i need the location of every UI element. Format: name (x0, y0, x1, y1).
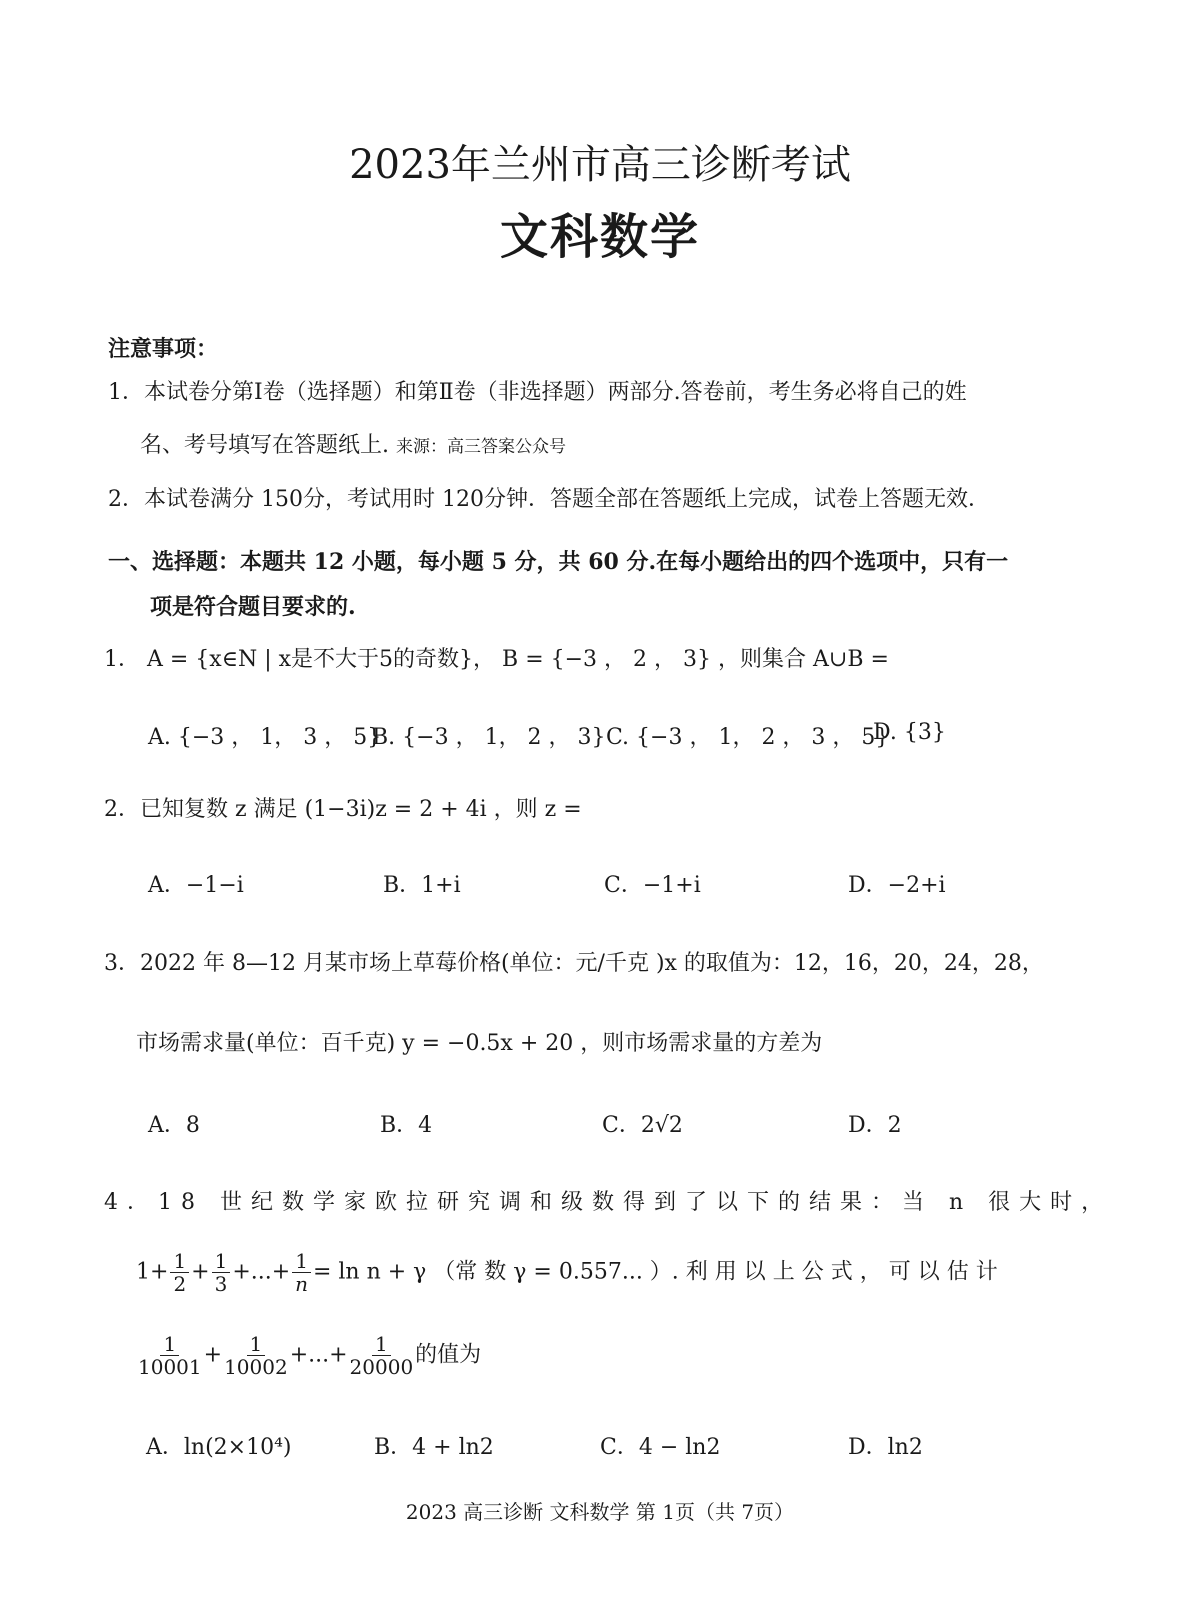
numerator: 1 (160, 1333, 179, 1356)
q3-option-a: A．8 (148, 1113, 200, 1138)
notice-item-2: 2．本试卷满分 150分，考试用时 120分钟．答题全部在答题纸上完成，试卷上答题无效． (108, 487, 990, 512)
formula-text: +...+ (289, 1342, 348, 1368)
section-heading-cont: 项是符合题目要求的. (150, 594, 356, 620)
q4-option-d: D．ln2 (848, 1435, 923, 1460)
q3-option-b: B．4 (380, 1113, 433, 1138)
source-note: 来源：高三答案公众号 (396, 437, 566, 457)
q4-option-b: B．4 + ln2 (374, 1435, 494, 1460)
numerator: 1 (372, 1333, 391, 1356)
denominator: 20000 (349, 1355, 414, 1379)
formula-text: 1+ (136, 1259, 169, 1285)
formula-text: 的值为 (415, 1342, 482, 1368)
notice-item-1-cont (140, 428, 566, 459)
numerator: 1 (212, 1250, 231, 1273)
denominator: 3 (214, 1272, 228, 1296)
formula-text: + (203, 1342, 223, 1368)
question-4-formula-2 (136, 1333, 481, 1378)
exam-title: 2023年兰州市高三诊断考试 (349, 142, 851, 188)
q4-option-a: A．ln(2×10⁴) (146, 1435, 292, 1460)
fraction (212, 1250, 231, 1295)
q1-option-c: C. {−3 ， 1， 2 ， 3 ， 5} (606, 725, 890, 750)
question-1-stem: 1． A = {x∈N | x是不大于5的奇数}， B = {−3 ， 2 ， 3} ，则集合 A∪B = (104, 647, 889, 672)
numerator: 1 (292, 1250, 311, 1273)
page-footer: 2023 高三诊断 文科数学 第 1页（共 7页） (405, 1500, 795, 1524)
question-4-stem: 4．18 世纪数学家欧拉研究调和级数得到了以下的结果：当 n 很大时， (104, 1190, 1113, 1215)
q4-option-c: C．4 − ln2 (600, 1435, 721, 1460)
denominator: 2 (173, 1272, 187, 1296)
q3-option-d: D．2 (848, 1113, 902, 1138)
fraction (292, 1250, 311, 1295)
fraction (170, 1250, 189, 1295)
q1-option-a: A. {−3 ， 1， 3 ， 5} (148, 725, 382, 750)
q2-option-a: A．−1−i (148, 873, 244, 898)
fraction (224, 1333, 288, 1378)
formula-text: + (191, 1259, 210, 1285)
q1-option-d: D. {3} (873, 720, 946, 745)
section-heading: 一、选择题：本题共 12 小题，每小题 5 分，共 60 分.在每小题给出的四个选项中，只有一 (108, 549, 1009, 575)
q1-option-b: B. {−3 ， 1， 2 ， 3} (372, 725, 606, 750)
question-3-stem: 3．2022 年 8—12 月某市场上草莓价格(单位：元/千克 )x 的取值为：12，16，20，24，28， (104, 951, 1044, 976)
q3-option-c: C．2√2 (602, 1113, 683, 1138)
question-2-stem: 2．已知复数 z 满足 (1−3i)z = 2 + 4i ，则 z = (104, 797, 582, 822)
denominator: 10002 (224, 1355, 288, 1379)
fraction (138, 1333, 202, 1378)
notice-item-1: 1．本试卷分第Ⅰ卷（选择题）和第Ⅱ卷（非选择题）两部分.答卷前，考生务必将自己的姓 (108, 380, 967, 405)
q2-option-c: C．−1+i (604, 873, 701, 898)
fraction (350, 1333, 414, 1378)
q2-option-b: B．1+i (383, 873, 461, 898)
question-4-formula (136, 1250, 998, 1295)
formula-text: = ln n + γ （常 数 γ = 0.557... ）. 利 用 以 上 公 式 ， 可 以 估 计 (312, 1259, 998, 1285)
formula-text: +...+ (232, 1259, 291, 1285)
question-3-stem-cont: 市场需求量(单位：百千克) y = −0.5x + 20 ，则市场需求量的方差为 (136, 1031, 823, 1056)
q2-option-d: D．−2+i (848, 873, 946, 898)
notice-item-1-text: 名、考号填写在答题纸上. (140, 433, 389, 458)
exam-subject: 文科数学 (499, 209, 700, 265)
notice-heading: 注意事项： (108, 336, 219, 362)
numerator: 1 (247, 1333, 266, 1356)
numerator: 1 (170, 1250, 189, 1273)
denominator: 10001 (138, 1355, 202, 1379)
denominator: n (295, 1272, 309, 1296)
